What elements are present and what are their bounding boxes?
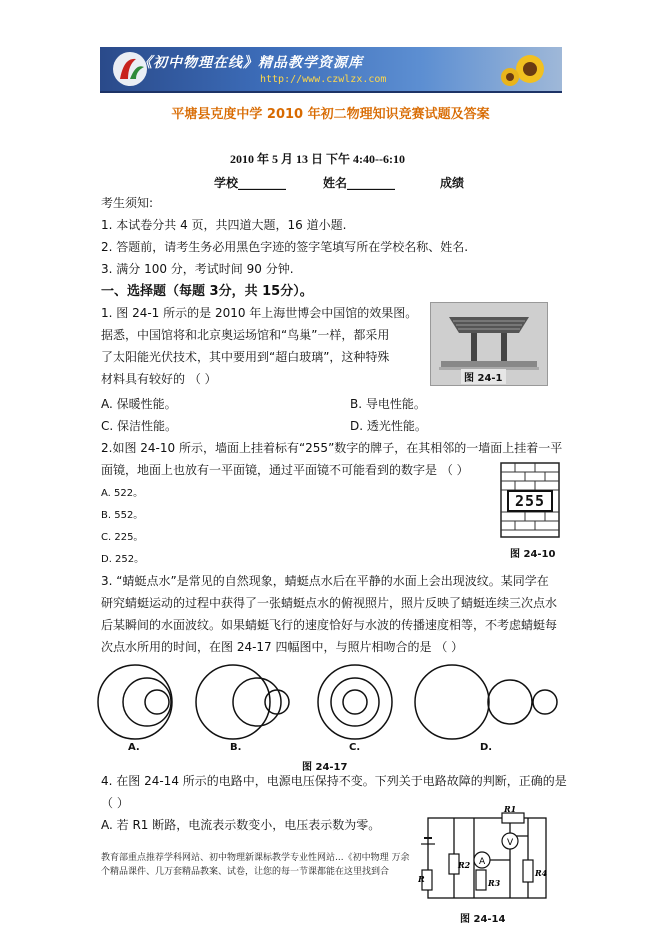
figure-label: 图 24-1 xyxy=(461,369,506,384)
option-label-c: C. xyxy=(349,742,361,753)
brick-wall-figure xyxy=(500,462,560,538)
voltmeter-label: V xyxy=(507,838,514,848)
notice-item: 3. 满分 100 分，考试时间 90 分钟. xyxy=(101,262,294,276)
option-b: B. 导电性能。 xyxy=(350,397,426,411)
ammeter-label: A xyxy=(479,857,486,867)
question-1-line: 据悉，中国馆将和北京奥运场馆和“鸟巢”一样，都采用 xyxy=(101,328,390,342)
ripple-c-large xyxy=(318,665,392,739)
question-4-line: （ ） xyxy=(101,796,129,810)
option-c: C. 保洁性能。 xyxy=(101,419,178,433)
banner-url[interactable]: http://www.czwlzx.com xyxy=(260,74,387,85)
figure-label: 图 24-10 xyxy=(510,549,556,560)
ripple-d-large xyxy=(415,665,489,739)
ripple-b-small xyxy=(265,690,289,714)
resistor-r3 xyxy=(476,870,486,890)
option-label-d: D. xyxy=(480,742,493,753)
notice-heading: 考生须知: xyxy=(101,196,154,210)
china-pavilion-figure xyxy=(430,302,548,386)
question-1-line: 了太阳能光伏技术，其中要用到“超白玻璃”，这种特殊 xyxy=(101,350,390,364)
figure-label: 图 24-17 xyxy=(302,762,348,773)
option-d: D. 252。 xyxy=(101,554,145,565)
option-d: D. 透光性能。 xyxy=(350,419,427,433)
sunflower-icon xyxy=(500,49,558,89)
ripple-c-small xyxy=(343,690,367,714)
question-2-line: 面镜，地面上也放有一平面镜，通过平面镜不可能看到的数字是 （ ） xyxy=(101,463,469,477)
ripple-d-small xyxy=(533,690,557,714)
resistor-r1 xyxy=(502,813,524,823)
banner-title: 《初中物理在线》精品教学资源库 xyxy=(138,55,363,71)
r1-label: R1 xyxy=(504,806,517,814)
notice-item: 2. 答题前，请考生务必用黑色字迹的签字笔填写所在学校名称、姓名. xyxy=(101,240,469,254)
option-a: A. 522。 xyxy=(101,488,144,499)
ripple-b-mid xyxy=(233,678,281,726)
ripple-c-mid xyxy=(331,678,379,726)
ripple-a-large xyxy=(98,665,172,739)
question-3-line: 次点水所用的时间，在图 24-17 四幅图中，与照片相吻合的是 （ ） xyxy=(101,640,464,654)
score-field: 成绩 xyxy=(440,176,465,190)
question-1-line: 材料具有较好的 （ ） xyxy=(101,372,217,386)
name-field: 姓名________ xyxy=(323,176,396,190)
question-4-line: A. 若 R1 断路，电流表示数变小，电压表示数为零。 xyxy=(101,818,381,832)
school-field: 学校________ xyxy=(214,176,287,190)
ripple-options-figure xyxy=(95,662,575,752)
r3-label: R3 xyxy=(488,878,501,888)
document-title: 平塘县克度中学 2010 年初二物理知识竞赛试题及答案 xyxy=(171,107,490,122)
date-line: 2010 年 5 月 13 日 下午 4:40--6:10 xyxy=(230,152,405,166)
ripple-d-mid xyxy=(488,680,532,724)
ripple-a-small xyxy=(145,690,169,714)
figure-label: 图 24-14 xyxy=(460,914,506,925)
r2-label: R2 xyxy=(458,860,471,870)
question-1-line: 1. 图 24-1 所示的是 2010 年上海世博会中国馆的效果图。 xyxy=(101,306,418,320)
r4-label: R4 xyxy=(535,868,548,878)
sign-number: 255 xyxy=(514,492,546,510)
question-3-line: 3. “蜻蜓点水”是常见的自然现象，蜻蜓点水后在平静的水面上会出现波纹。某同学在 xyxy=(101,574,549,588)
notice-item: 1. 本试卷分共 4 页，共四道大题，16 道小题. xyxy=(101,218,347,232)
resistor-r4 xyxy=(523,860,533,882)
ripple-a-mid xyxy=(123,678,171,726)
question-2-line: 2.如图 24-10 所示，墙面上挂着标有“255”数字的牌子，在其相邻的一墙面上挂着一平 xyxy=(101,441,563,455)
option-label-a: A. xyxy=(128,742,140,753)
option-label-b: B. xyxy=(230,742,242,753)
footer-line: 个精品课件、几万套精品教案、试卷，让您的每一节课都能在这里找到合 xyxy=(101,867,390,877)
question-3-line: 后某瞬间的水面波纹。如果蜻蜓飞行的速度恰好与水波的传播速度相等，不考虑蜻蜓每 xyxy=(101,618,558,632)
circuit-diagram xyxy=(418,806,558,906)
question-3-line: 研究蜻蜓运动的过程中获得了一张蜻蜓点水的俯视照片，照片反映了蜻蜓连续三次点水 xyxy=(101,596,558,610)
question-4-line: 4. 在图 24-14 所示的电路中，电源电压保持不变。下列关于电路故障的判断，正确的是 xyxy=(101,774,567,788)
option-b: B. 552。 xyxy=(101,510,144,521)
section-heading: 一、选择题（每题 3分，共 15分）。 xyxy=(101,284,313,299)
footer-line: 教育部重点推荐学科网站、初中物理新课标教学专业性网站...《初中物理 万余 xyxy=(101,853,410,863)
option-c: C. 225。 xyxy=(101,532,144,543)
option-a: A. 保暖性能。 xyxy=(101,397,177,411)
r-label: R xyxy=(418,874,425,884)
